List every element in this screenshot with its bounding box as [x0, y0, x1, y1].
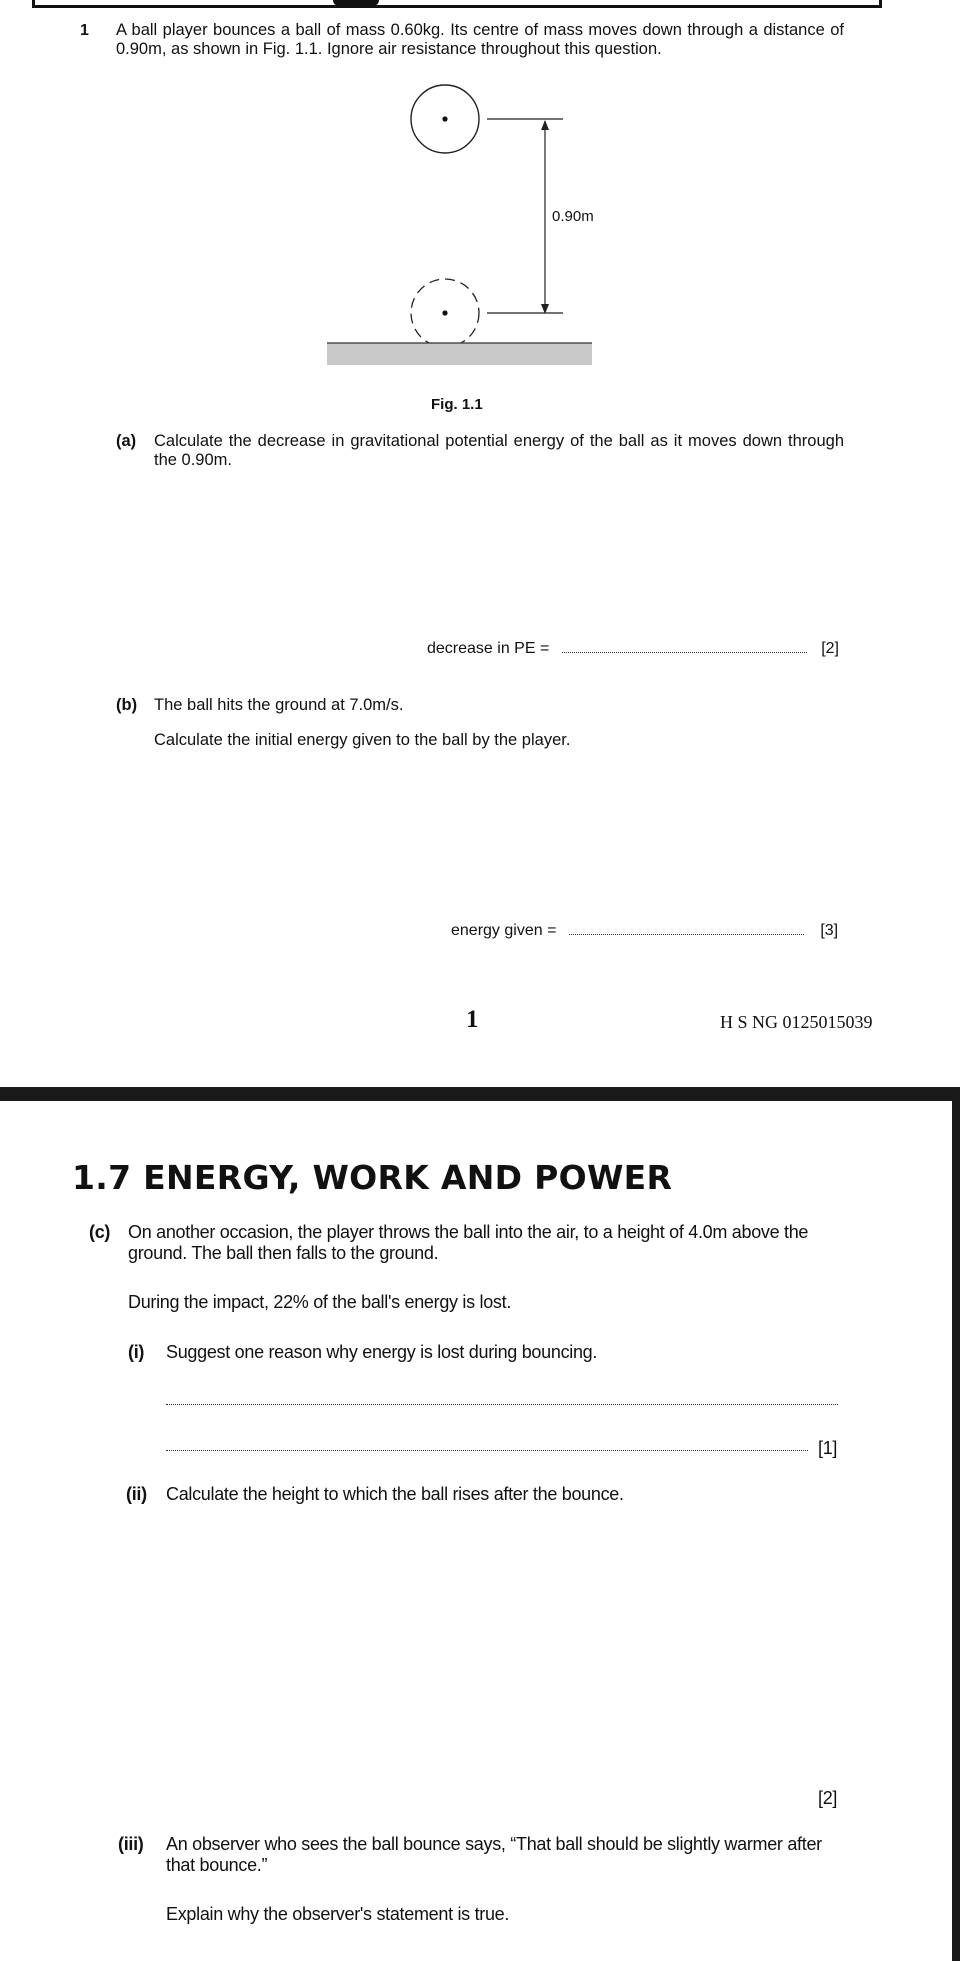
- part-c-i-label: (i): [128, 1342, 145, 1362]
- ball-bottom-centre: [442, 310, 447, 315]
- part-c-ii-marks: [2]: [818, 1788, 838, 1808]
- part-c-i-marks: [1]: [818, 1438, 838, 1458]
- part-b-answer-row: [451, 922, 838, 940]
- page-top-border: [32, 0, 882, 8]
- measurement-label: 0.90m: [552, 208, 594, 225]
- part-c-ii-label: (ii): [126, 1484, 147, 1504]
- part-a-answer-row: [427, 640, 839, 658]
- part-b-text2: Calculate the initial energy given to the ball by the player.: [154, 731, 571, 749]
- figure-caption: Fig. 1.1: [431, 396, 483, 413]
- question-number: 1: [80, 22, 89, 39]
- section-heading: 1.7 ENERGY, WORK AND POWER: [72, 1158, 673, 1197]
- page-top-mark: [333, 0, 379, 6]
- document-code: H S NG 0125015039: [720, 1012, 873, 1032]
- part-b-answer-label: energy given =: [451, 922, 557, 939]
- part-c-text: On another occasion, the player throws the ball into the air, to a height of 4.0m above the ground. The ball then falls to the ground.: [128, 1222, 809, 1263]
- part-c-i-text: Suggest one reason why energy is lost during bouncing.: [166, 1342, 598, 1362]
- part-c-i-answer-line-1[interactable]: [166, 1392, 838, 1405]
- part-c-label: (c): [89, 1222, 111, 1242]
- page-side-edge: [952, 1087, 960, 1961]
- part-a-answer-label: decrease in PE =: [427, 640, 550, 657]
- part-a-label: (a): [116, 432, 137, 450]
- part-c-ii-text: Calculate the height to which the ball rises after the bounce.: [166, 1484, 624, 1504]
- part-c-iii-text2: Explain why the observer's statement is true.: [166, 1904, 510, 1924]
- question-intro: A ball player bounces a ball of mass 0.60kg. Its centre of mass moves down through a distance of 0.90m, as shown in Fig. 1.1. Ignore air resistance throughout this question.: [116, 21, 844, 58]
- page-number: 1: [466, 1006, 479, 1033]
- arrow-up-icon: [541, 120, 549, 130]
- part-b-text1: The ball hits the ground at 7.0m/s.: [154, 696, 404, 714]
- part-c-iii-text: An observer who sees the ball bounce says, “That ball should be slightly warmer after that bounce.”: [166, 1834, 822, 1875]
- part-c-i-answer-line-2[interactable]: [166, 1438, 808, 1451]
- ground: [327, 343, 592, 365]
- ball-top-centre: [442, 116, 447, 121]
- figure-ball-drop: [300, 80, 630, 380]
- part-b-marks: [3]: [820, 922, 839, 939]
- part-a-text: Calculate the decrease in gravitational potential energy of the ball as it moves down through the 0.90m.: [154, 432, 844, 469]
- part-a-answer-blank[interactable]: [562, 640, 807, 653]
- part-b-answer-blank[interactable]: [569, 922, 804, 935]
- part-b-label: (b): [116, 696, 138, 714]
- part-a-marks: [2]: [821, 640, 839, 657]
- page-divider: [0, 1087, 960, 1101]
- part-c-text2: During the impact, 22% of the ball's energy is lost.: [128, 1292, 512, 1312]
- part-c-iii-label: (iii): [118, 1834, 144, 1854]
